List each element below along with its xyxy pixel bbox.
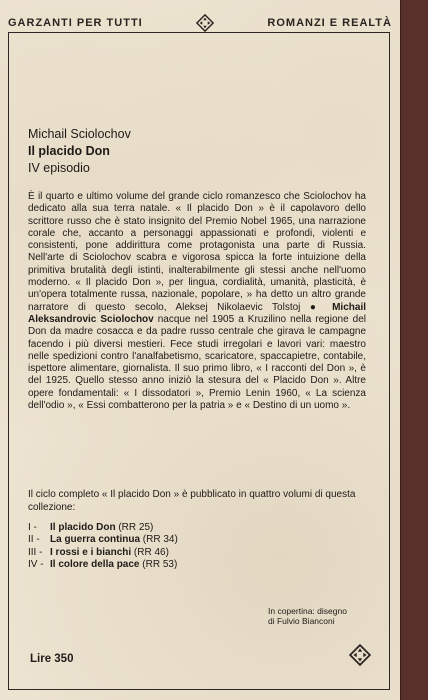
book-description [28, 191, 366, 412]
list-item [28, 522, 178, 534]
volume-title: I rossi e i bianchi [50, 546, 132, 558]
publisher-logo-icon [196, 14, 214, 32]
book-author: Michail Sciolochov [28, 127, 131, 141]
publisher-logo-icon [349, 644, 371, 666]
volume-number: II - [28, 534, 40, 546]
series-header [8, 12, 392, 34]
cover-credit [268, 606, 347, 626]
volume-ref: (RR 34) [142, 534, 178, 546]
volume-title: Il placido Don [50, 522, 116, 533]
volume-title: La guerra continua [50, 534, 141, 546]
list-item [28, 534, 178, 546]
book-episode: IV episodio [28, 161, 90, 175]
volume-ref: (RR 25) [118, 522, 154, 533]
description-text: È il quarto e ultimo volume del grande ciclo romanzesco che Sciolochov ha dedicato alla sua terra natale. « Il placido Don » è il capolavoro dello scrittore russo che è stato insignito del Premio Nobel 1965, una narrazione corale che, accanto a personaggi appassionati e profondi, violenti e consistenti, pone addirittura come protagonista una parte di Russia. Nell'arte di Sciolochov scabra e vigorosa spicca la forte intuizione della primitiva brutalità degli istinti, inalterabilmente gli stessi anche nell'uomo moderno. « Il placido Don », per lingua, cordialità, umanità, plasticità, è un'opera totalmente russa, nazionale, popolare, » ha detto un altro grande narratore di questo secolo, Aleksej Nikolaevic Tolstoj [28, 191, 366, 313]
author-bio-text: nacque nel 1905 a Kruzilino nella regione del Don da madre cosacca e da padre russo centrale che girava le campagne facendo i più diversi mestieri. Fece studi irregolari e lavori vari: maestro nelle spedizioni contro l'analfabetismo, scaricatore, spaccapietre, contabile, ispettore alimentare, giornalista. Il suo primo libro, « I racconti del Don », è del 1925. Quello stesso anno iniziò la stesura del « Placido Don ». Altre opere fondamentali: « I dissodatori », Premio Lenin 1960, « La scienza dell'odio », « Essi combatterono per la patria » e « Destino di un uomo ». [28, 313, 366, 412]
volume-number: III - [28, 546, 43, 558]
credit-line: di Fulvio Bianconi [268, 616, 335, 626]
series-name: GARZANTI PER TUTTI [8, 17, 143, 29]
list-item [28, 559, 178, 571]
volume-ref: (RR 53) [142, 559, 178, 571]
author-bio-name: ● Michail Aleksandrovic Sciolochov [28, 301, 366, 325]
volume-list [28, 522, 178, 572]
book-spine [400, 0, 428, 700]
list-item [28, 547, 178, 559]
book-title: Il placido Don [28, 144, 110, 158]
volume-title: Il colore della pace [50, 559, 140, 571]
price: Lire 350 [30, 653, 74, 665]
credit-line: In copertina: disegno [268, 606, 347, 616]
series-intro: Il ciclo completo « Il placido Don » è pubblicato in quattro volumi di questa collezione: [28, 489, 356, 513]
volume-ref: (RR 46) [133, 546, 169, 558]
volume-number: I - [28, 522, 37, 533]
series-genre: ROMANZI E REALTÀ [267, 17, 392, 29]
volume-number: IV - [28, 559, 44, 571]
